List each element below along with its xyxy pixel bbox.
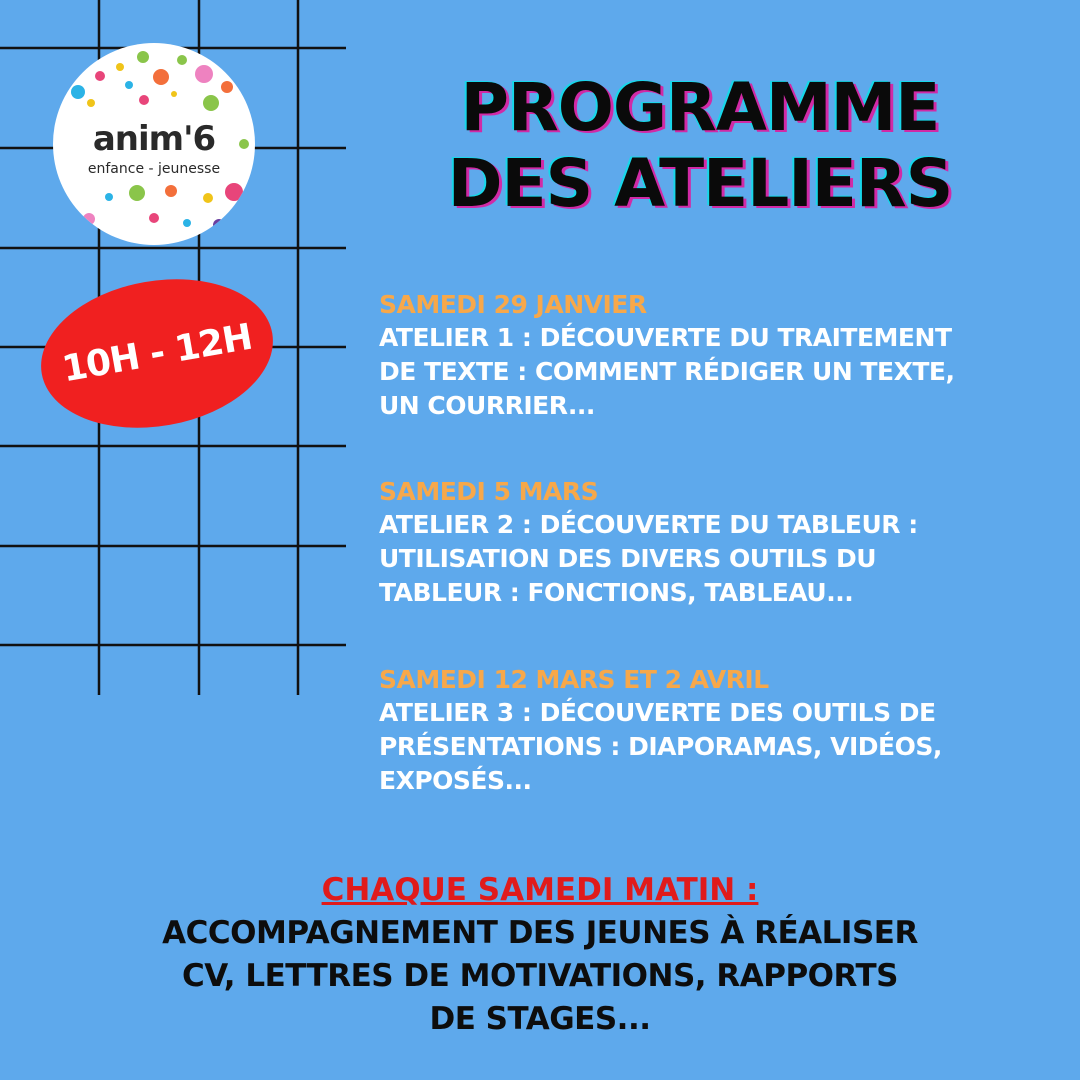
footer-line: CV, LETTRES DE MOTIVATIONS, RAPPORTS	[182, 958, 898, 994]
session-desc-line: EXPOSÉS...	[379, 766, 532, 795]
footer-text	[40, 912, 1040, 1041]
page-title	[400, 70, 1000, 222]
session-desc-line: UTILISATION DES DIVERS OUTILS DU	[379, 544, 877, 573]
session-description	[379, 508, 1059, 610]
title-line-2: DES ATELIERS	[447, 145, 953, 222]
footer-line: ACCOMPAGNEMENT DES JEUNES À RÉALISER	[162, 915, 918, 951]
session-date: SAMEDI 29 JANVIER	[379, 290, 647, 319]
logo-name: anim'6	[92, 119, 216, 159]
logo-tagline: enfance - jeunesse	[87, 161, 221, 177]
session-desc-line: ATELIER 3 : DÉCOUVERTE DES OUTILS DE	[379, 698, 936, 727]
session-3	[379, 664, 1059, 798]
footer-note	[40, 868, 1040, 1041]
session-desc-line: ATELIER 2 : DÉCOUVERTE DU TABLEUR :	[379, 510, 918, 539]
session-desc-line: ATELIER 1 : DÉCOUVERTE DU TRAITEMENT	[379, 323, 952, 352]
footer-heading: CHAQUE SAMEDI MATIN :	[321, 872, 759, 908]
anim6-logo	[53, 43, 255, 245]
time-badge-label: 10H - 12H	[59, 316, 255, 391]
session-desc-line: UN COURRIER...	[379, 391, 595, 420]
session-1	[379, 289, 1059, 423]
footer-line: DE STAGES...	[429, 1001, 651, 1037]
session-desc-line: TABLEUR : FONCTIONS, TABLEAU...	[379, 578, 854, 607]
session-date: SAMEDI 5 MARS	[379, 477, 599, 506]
session-2	[379, 476, 1059, 610]
session-description	[379, 696, 1059, 798]
title-line-1: PROGRAMME	[460, 69, 940, 146]
session-desc-line: DE TEXTE : COMMENT RÉDIGER UN TEXTE,	[379, 357, 955, 386]
session-date: SAMEDI 12 MARS ET 2 AVRIL	[379, 665, 769, 694]
session-description	[379, 321, 1059, 423]
session-desc-line: PRÉSENTATIONS : DIAPORAMAS, VIDÉOS,	[379, 732, 942, 761]
